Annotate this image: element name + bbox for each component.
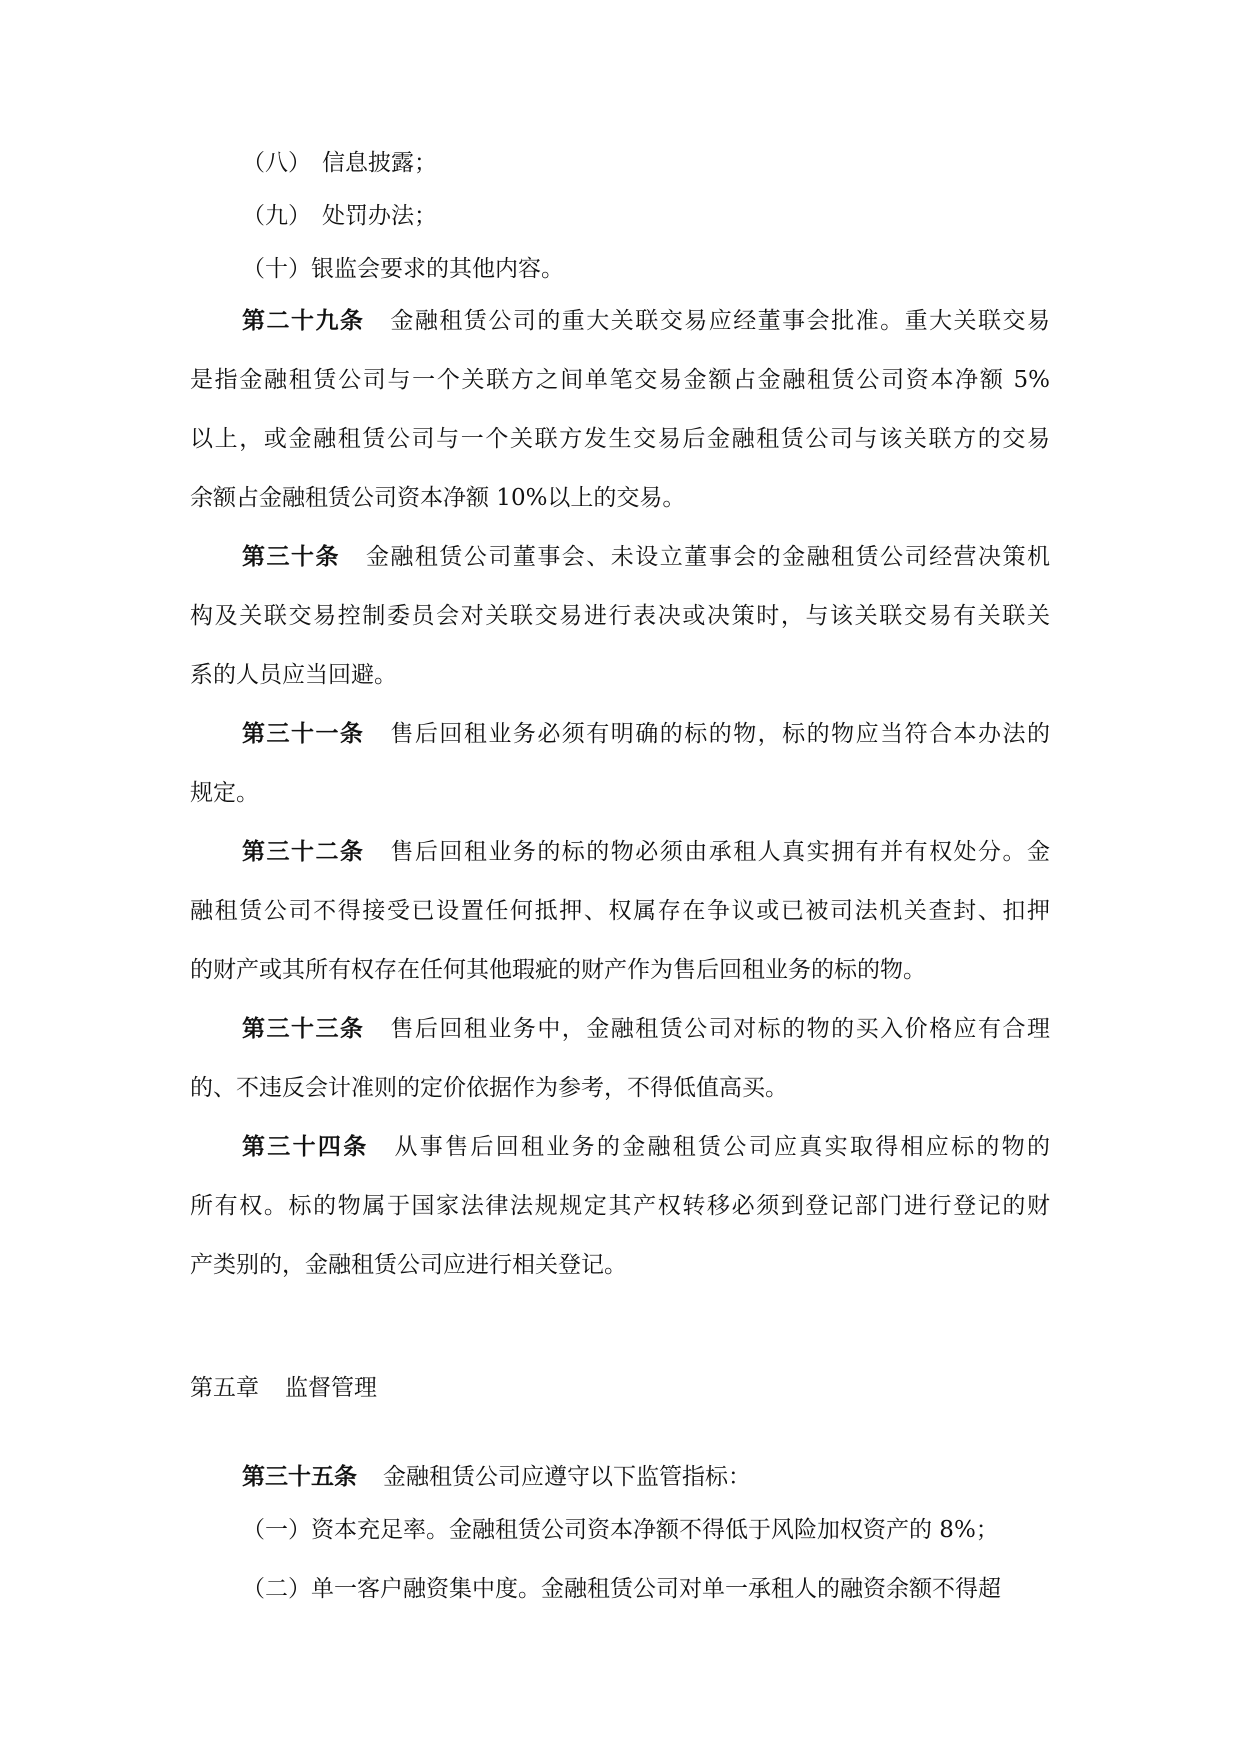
article-label: 第三十一条	[242, 720, 365, 747]
paragraph-line: 融租赁公司不得接受已设置任何抵押、权属存在争议或已被司法机关查封、扣押	[190, 898, 1050, 924]
paragraph-line: 所有权。标的物属于国家法律法规规定其产权转移必须到登记部门进行登记的财	[190, 1193, 1050, 1219]
article-31	[190, 719, 1050, 837]
paragraph-line: 第三十三条 售后回租业务中，金融租赁公司对标的物的买入价格应有合理	[242, 1015, 1051, 1042]
paragraph-line: 构及关联交易控制委员会对关联交易进行表决或决策时，与该关联交易有关联关	[190, 603, 1050, 629]
article-label: 第三十二条	[242, 838, 365, 865]
article-32	[190, 837, 1050, 1014]
article-label: 第二十九条	[242, 307, 365, 334]
article-30	[190, 542, 1050, 719]
paragraph-line: 系的人员应当回避。	[190, 662, 397, 688]
chapter-heading	[190, 1373, 377, 1403]
article-34	[190, 1132, 1050, 1309]
item-text: （二）单一客户融资集中度。金融租赁公司对单一承租人的融资余额不得超	[242, 1576, 1001, 1602]
list-item-2	[242, 1574, 1001, 1604]
article-label: 第三十条	[242, 543, 340, 570]
chapter-number: 第五章	[190, 1375, 259, 1401]
paragraph-line: 规定。	[190, 780, 259, 806]
paragraph-line: 的财产或其所有权存在任何其他瑕疵的财产作为售后回租业务的标的物。	[190, 957, 926, 983]
item-number: （十）	[242, 256, 311, 282]
list-item-1	[242, 1515, 999, 1545]
paragraph-line: 第三十二条 售后回租业务的标的物必须由承租人真实拥有并有权处分。金	[242, 838, 1051, 865]
paragraph-line: 第二十九条 金融租赁公司的重大关联交易应经董事会批准。重大关联交易	[242, 307, 1051, 334]
paragraph-line: 第三十五条 金融租赁公司应遵守以下监管指标：	[242, 1463, 751, 1490]
list-item-8	[242, 148, 437, 178]
article-label: 第三十四条	[242, 1133, 369, 1160]
article-label: 第三十三条	[242, 1015, 365, 1042]
paragraph-line: 第三十一条 售后回租业务必须有明确的标的物，标的物应当符合本办法的	[242, 720, 1051, 747]
item-text: （一）资本充足率。金融租赁公司资本净额不得低于风险加权资产的 8%；	[242, 1517, 999, 1543]
item-text: 处罚办法；	[322, 203, 437, 229]
item-text: 银监会要求的其他内容。	[311, 256, 564, 282]
article-35	[190, 1462, 1050, 1521]
paragraph-line: 余额占金融租赁公司资本净额 10%以上的交易。	[190, 485, 686, 511]
paragraph-line: 产类别的，金融租赁公司应进行相关登记。	[190, 1252, 627, 1278]
item-number: （九）	[242, 203, 311, 229]
article-29	[190, 306, 1050, 542]
chapter-title: 监督管理	[285, 1375, 377, 1401]
article-33	[190, 1014, 1050, 1132]
list-item-10	[242, 254, 564, 284]
paragraph-line: 是指金融租赁公司与一个关联方之间单笔交易金额占金融租赁公司资本净额 5%	[190, 367, 1050, 393]
paragraph-line: 第三十条 金融租赁公司董事会、未设立董事会的金融租赁公司经营决策机	[242, 543, 1051, 570]
article-label: 第三十五条	[242, 1463, 357, 1490]
paragraph-line: 第三十四条 从事售后回租业务的金融租赁公司应真实取得相应标的物的	[242, 1133, 1051, 1160]
paragraph-line: 的、不违反会计准则的定价依据作为参考，不得低值高买。	[190, 1075, 788, 1101]
list-item-9	[242, 201, 437, 231]
item-text: 信息披露；	[322, 150, 437, 176]
item-number: （八）	[242, 150, 311, 176]
paragraph-line: 以上，或金融租赁公司与一个关联方发生交易后金融租赁公司与该关联方的交易	[190, 426, 1050, 452]
